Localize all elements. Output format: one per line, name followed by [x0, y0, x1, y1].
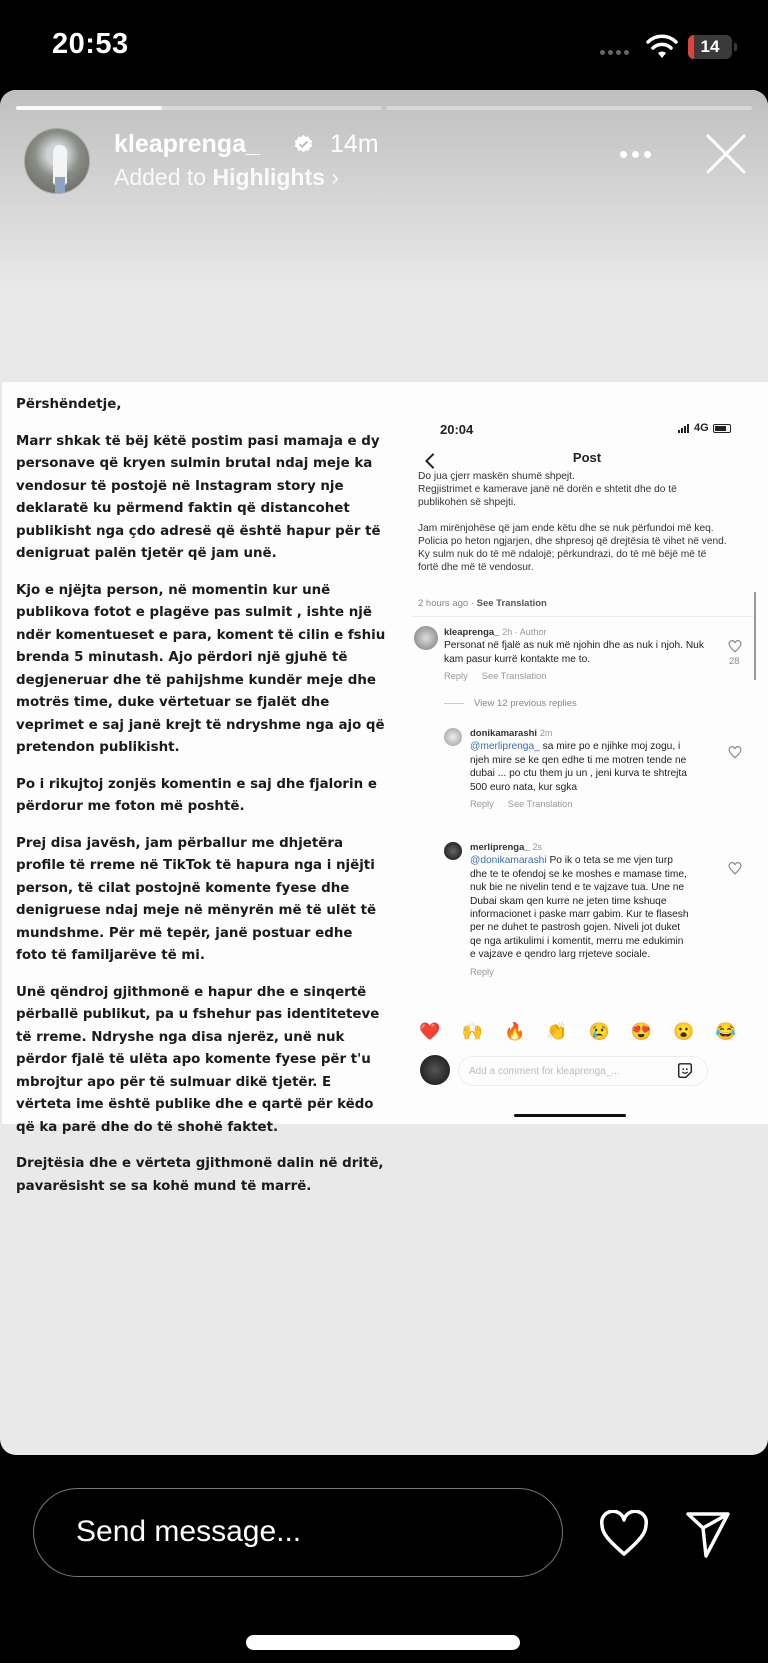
story-username[interactable]: kleaprenga_	[114, 130, 260, 158]
paragraph: Po i rikujtoj zonjës komentin e saj dhe fjalorin e përdorur me foton më poshtë.	[16, 776, 377, 814]
signal-bars-icon	[678, 424, 689, 433]
status-bar	[0, 0, 768, 90]
comment-text: Personat në fjalë as nuk më njohin dhe as nuk i njoh. Nuk kam pasur kurrë kontakte me to.	[444, 640, 704, 665]
comment-text: Po ik o teta se me vjen turp dhe te te ofendoj se ke moshes e mamase time, nuk bie ne nivelin tend e te vajzave tua. Une ne Dubai skam qen kurre ne jeten time kshuqe informacionet i paske marr gabim. Kur te flasesh per ne duhet te pastrosh gojen. Niveli jot duket qe nga artikulimi i komentit, merru me edukimin e vajzave e qendro larg rrjeteve sociale.	[470, 855, 689, 961]
avatar[interactable]	[24, 128, 90, 194]
paragraph: Drejtësia dhe e vërteta gjithmonë dalin në dritë, pavarësisht se sa kohë mund të marrë.	[16, 1156, 384, 1194]
like-count: 28	[729, 656, 740, 667]
home-indicator[interactable]	[246, 1635, 520, 1650]
story-progress-segment-2	[386, 106, 752, 110]
added-to-label: Added to	[114, 164, 207, 190]
comment	[470, 727, 700, 811]
heart-icon[interactable]	[598, 1510, 650, 1558]
caption-line: Regjistrimet e kamerave janë në dorën e shtetit dhe do të publikohen së shpejti.	[418, 484, 677, 508]
emoji-crying: 😢	[588, 1022, 610, 1041]
highlights-link[interactable]	[114, 164, 339, 191]
post-time: 2 hours ago	[418, 598, 469, 609]
comment-text: sa mire po e njihke moj zogu, i njeh mire se ke qen edhe ti me motren tende ne dubai ... po ctu them ju un , jeni kurva te shtrejta 500 euro nata, kur sgka	[470, 741, 687, 793]
battery-tip	[734, 43, 737, 51]
quick-reactions	[418, 1022, 738, 1042]
reply-link: Reply	[470, 799, 494, 810]
comment	[444, 626, 714, 684]
wifi-icon	[646, 34, 678, 60]
emoji-clap: 👏	[546, 1022, 568, 1041]
close-icon[interactable]	[704, 132, 748, 176]
comment-avatar	[444, 842, 462, 860]
caption-line: Jam mirënjohëse që jam ende këtu dhe se nuk përfundoi më keq. Policia po heton ngjarjen, dhe shpresoj që drejtësia të vihet në vend.	[418, 523, 727, 547]
heart-icon	[728, 862, 742, 875]
emoji-fire: 🔥	[503, 1022, 526, 1041]
highlights-label: Highlights	[212, 164, 325, 190]
reply-link: Reply	[470, 966, 494, 977]
comment-meta: 2s	[532, 842, 543, 852]
battery-icon	[713, 424, 731, 433]
see-translation-link: See Translation	[481, 671, 547, 682]
send-icon[interactable]	[684, 1508, 732, 1560]
comment-username: merliprenga_	[470, 842, 530, 853]
comment	[470, 841, 690, 979]
view-replies-link: View 12 previous replies	[444, 698, 577, 709]
heart-icon	[728, 640, 742, 653]
paragraph: Kjo e njëjta person, në momentin kur unë publikova fotot e plagëve pas sulmit , ishte një ndër komentueset e para, koment të cilin e fshiu brenda 5 minutash. Ajo përdori një gjuhë të degjeneruar dhe të pahijshme kundër meje dhe motrës time, duke vërtetuar se fjalët dhe veprimet e saj janë krejt të ndryshme nga ajo që pretendon publikisht.	[16, 582, 386, 755]
reply-link: Reply	[444, 671, 468, 682]
battery-percent: 14	[700, 37, 720, 56]
emoji-heart-eyes: 😍	[630, 1022, 652, 1041]
story-image	[2, 382, 768, 1194]
scrollbar	[754, 592, 756, 680]
comment-username: kleaprenga_	[444, 627, 500, 638]
caption-line: Ky sulm nuk do të më ndalojë; përkundrazi, do të më bëjë më të fortë dhe më të vendosur.	[418, 549, 707, 573]
post-caption	[418, 470, 728, 574]
emoji-surprised: 😮	[673, 1022, 695, 1041]
comment-meta: 2m	[539, 728, 553, 738]
comment-avatar	[444, 728, 462, 746]
comment-username: donikamarashi	[470, 728, 538, 739]
more-options-button[interactable]	[620, 144, 660, 164]
emoji-raised-hands: 🙌	[461, 1022, 483, 1041]
statement-text	[16, 394, 386, 1212]
chevron-right-icon: ›	[331, 164, 339, 190]
separator-dot: ·	[470, 598, 474, 609]
see-translation-link: See Translation	[476, 598, 547, 609]
verified-badge-icon	[293, 134, 314, 155]
emoji-laughing: 😂	[715, 1022, 737, 1041]
see-translation-link: See Translation	[507, 799, 573, 810]
paragraph: Marr shkak të bëj këtë postim pasi mamaja e dy personave që kryen sulmin brutal ndaj meje ka vendosur të postojë në Instagram story nje deklaratë ku përmend faktin që distancohet publikisht nga çdo adresë që është hapur për të denigruat palën tjetër që jam unë.	[16, 433, 381, 561]
send-message-input[interactable]: Send message...	[33, 1488, 563, 1577]
story-header	[0, 128, 768, 198]
greeting: Përshëndetje,	[16, 397, 122, 412]
cellular-signal-icon	[600, 50, 629, 55]
shot-status-time: 20:04	[440, 422, 474, 437]
shot-page-title: Post	[572, 450, 602, 465]
mention: @merliprenga_	[470, 741, 540, 753]
paragraph: Unë qëndroj gjithmonë e hapur dhe e sinqertë përballë publikut, pa u fshehur pas identiteteve të rreme. Ndryshe nga disa njerëz, unë nuk përdor fjalë të ulëta apo komente fyese për t'u mbrojtur apo për të sulmuar dikë tjetër. E vërteta ime është publike dhe e qartë për këdo që ka parë dhe do të shohë faktet.	[16, 984, 380, 1135]
paragraph: Prej disa javësh, jam përballur me dhjetëra profile të rreme në TikTok të hapura nga i njëjti person, të cilat postojnë komente fyese dhe denigruese ndaj meje në mënyrën më të ulët të mundshme. Për më tepër, janë postuar edhe foto të familjarëve të mi.	[16, 835, 377, 963]
story-viewer[interactable]	[0, 90, 768, 1455]
embedded-instagram-screenshot	[418, 418, 756, 1118]
network-type: 4G	[694, 422, 709, 434]
comment-input: Add a comment for kleaprenga_...	[458, 1056, 708, 1086]
heart-icon	[728, 746, 742, 759]
status-time: 20:53	[52, 28, 129, 60]
story-time-ago: 14m	[330, 130, 379, 158]
post-meta	[418, 598, 547, 609]
comment-avatar	[414, 626, 438, 650]
sticker-icon	[676, 1062, 694, 1080]
story-progress-segment-1	[16, 106, 382, 110]
home-indicator	[514, 1114, 626, 1117]
comment-meta: 2h · Author	[502, 627, 547, 637]
caption-line: Do jua çjerr maskën shumë shpejt.	[418, 471, 575, 482]
story-progress-fill-1	[16, 106, 162, 110]
user-avatar	[420, 1055, 450, 1085]
divider	[412, 616, 756, 617]
emoji-heart: ❤️	[419, 1022, 441, 1041]
mention: @donikamarashi	[470, 855, 547, 867]
battery-indicator	[688, 35, 732, 59]
